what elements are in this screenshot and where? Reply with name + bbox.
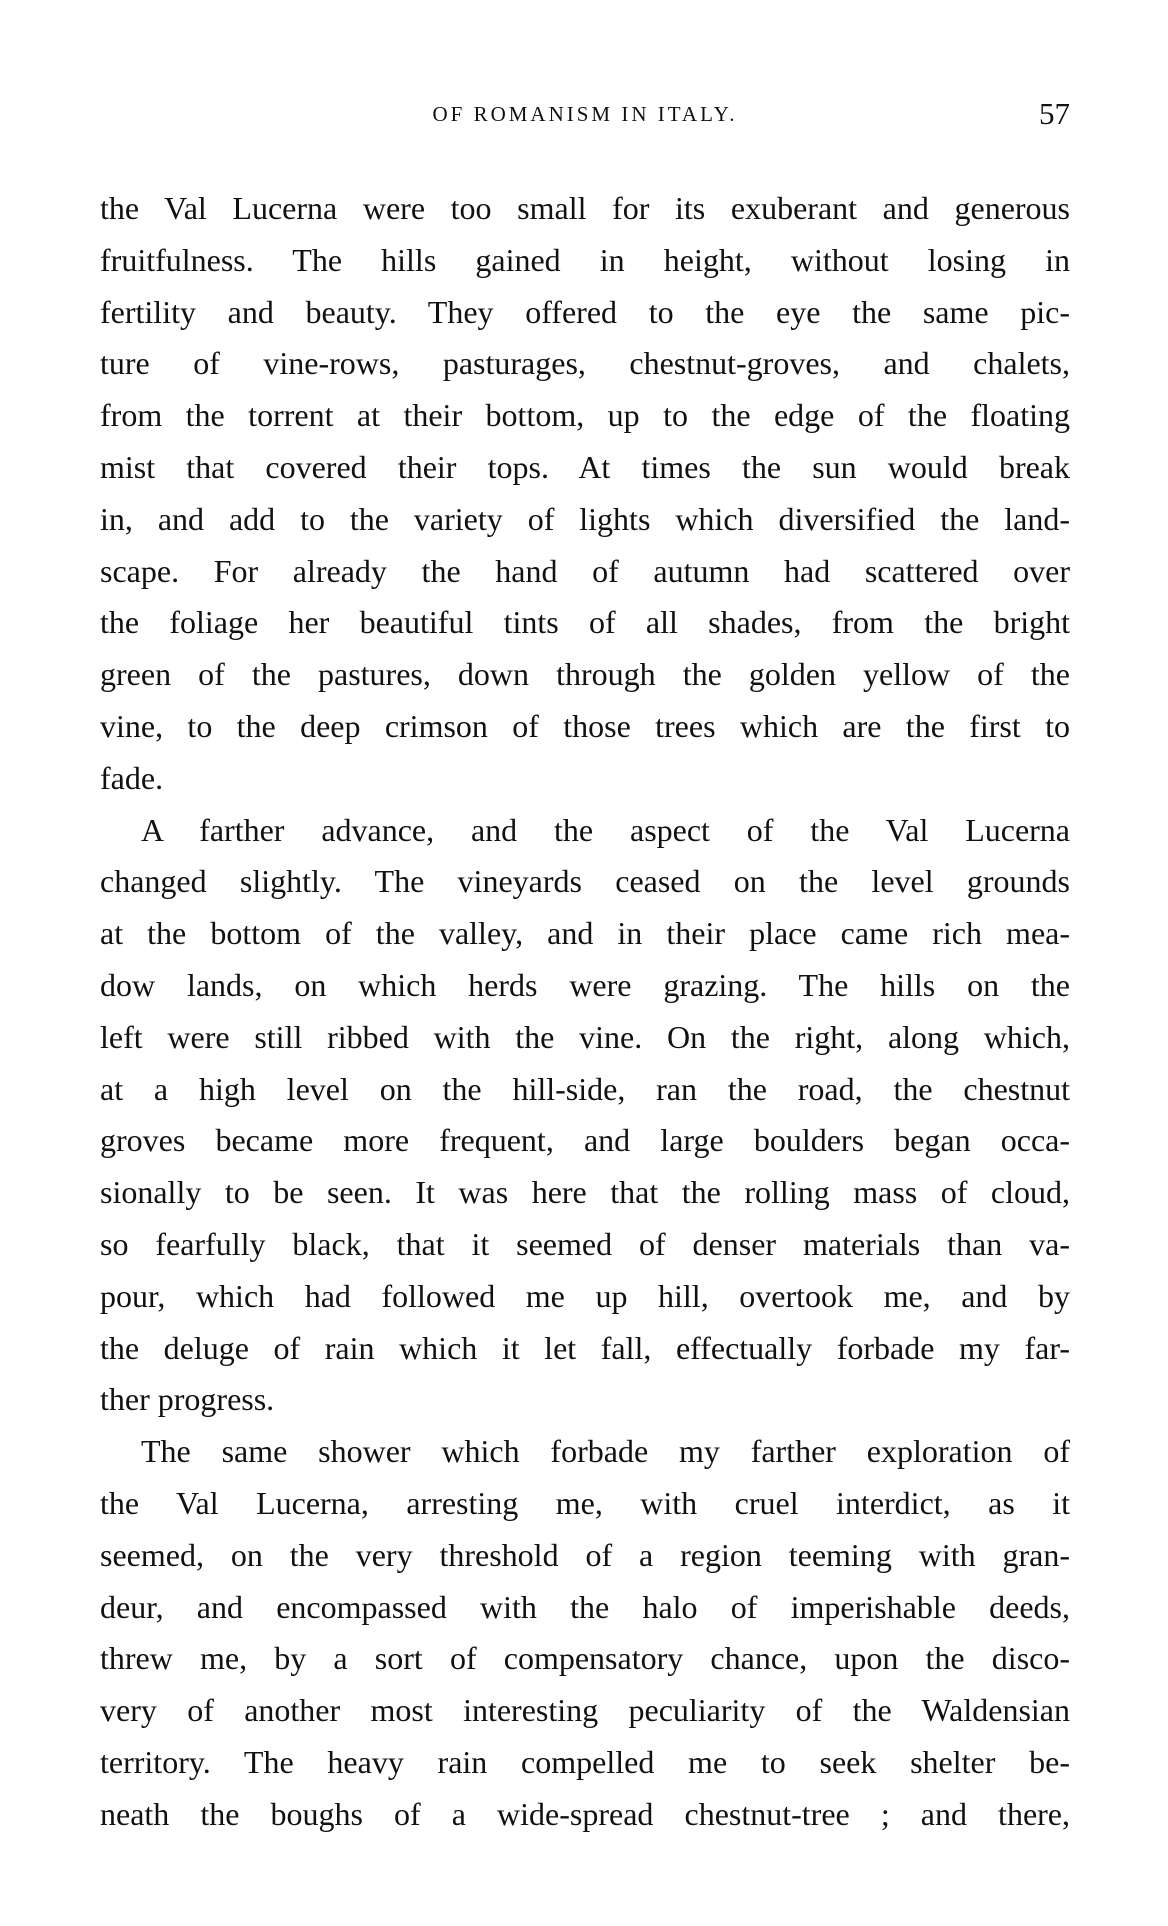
text-line: so fearfully black, that it seemed of denser materials than va- bbox=[100, 1225, 1070, 1262]
text-line: territory. The heavy rain compelled me to seek shelter be- bbox=[100, 1743, 1070, 1780]
text-line: scape. For already the hand of autumn had scattered over bbox=[100, 552, 1070, 589]
text-line: threw me, by a sort of compensatory chance, upon the disco- bbox=[100, 1640, 1070, 1677]
text-line: A farther advance, and the aspect of the Val Lucerna bbox=[141, 811, 1070, 848]
text-line: in, and add to the variety of lights which diversified the land- bbox=[100, 500, 1070, 537]
text-line: mist that covered their tops. At times the sun would break bbox=[100, 448, 1070, 485]
text-line: dow lands, on which herds were grazing. The hills on the bbox=[100, 966, 1070, 1003]
text-line: from the torrent at their bottom, up to the edge of the floating bbox=[100, 397, 1070, 434]
text-line: neath the boughs of a wide-spread chestnut-tree ; and there, bbox=[100, 1795, 1070, 1832]
paragraph-2 bbox=[100, 805, 1070, 1427]
body-text bbox=[100, 183, 1070, 1841]
paragraph-1 bbox=[100, 183, 1070, 805]
text-line: left were still ribbed with the vine. On the right, along which, bbox=[100, 1018, 1070, 1055]
running-title: OF ROMANISM IN ITALY. bbox=[432, 102, 738, 126]
text-line: ture of vine-rows, pasturages, chestnut-groves, and chalets, bbox=[100, 345, 1070, 382]
text-line: pour, which had followed me up hill, overtook me, and by bbox=[100, 1277, 1070, 1314]
text-line: changed slightly. The vineyards ceased on the level grounds bbox=[100, 863, 1070, 900]
text-line: at the bottom of the valley, and in their place came rich mea- bbox=[100, 915, 1070, 952]
running-head bbox=[100, 98, 1070, 138]
text-line: the Val Lucerna, arresting me, with cruel interdict, as it bbox=[100, 1484, 1070, 1521]
text-line: vine, to the deep crimson of those trees which are the first to bbox=[100, 707, 1070, 744]
text-line: sionally to be seen. It was here that the rolling mass of cloud, bbox=[100, 1174, 1070, 1211]
text-line: The same shower which forbade my farther exploration of bbox=[141, 1433, 1070, 1470]
text-line: the foliage her beautiful tints of all shades, from the bright bbox=[100, 604, 1070, 641]
text-line: green of the pastures, down through the golden yellow of the bbox=[100, 656, 1070, 693]
text-line: fade. bbox=[100, 759, 164, 796]
text-line: ther progress. bbox=[100, 1381, 275, 1418]
text-line: the deluge of rain which it let fall, effectually forbade my far- bbox=[100, 1329, 1070, 1366]
text-line: groves became more frequent, and large boulders began occa- bbox=[100, 1122, 1070, 1159]
paragraph-3 bbox=[100, 1426, 1070, 1840]
text-line: at a high level on the hill-side, ran the road, the chestnut bbox=[100, 1070, 1070, 1107]
text-line: seemed, on the very threshold of a region teeming with gran- bbox=[100, 1536, 1070, 1573]
text-line: fertility and beauty. They offered to the eye the same pic- bbox=[100, 293, 1070, 330]
text-line: fruitfulness. The hills gained in height, without losing in bbox=[100, 241, 1070, 278]
text-line: very of another most interesting peculiarity of the Waldensian bbox=[100, 1692, 1070, 1729]
text-line: deur, and encompassed with the halo of imperishable deeds, bbox=[100, 1588, 1070, 1625]
text-line: the Val Lucerna were too small for its exuberant and generous bbox=[100, 190, 1070, 226]
page-number: 57 bbox=[1039, 96, 1070, 131]
